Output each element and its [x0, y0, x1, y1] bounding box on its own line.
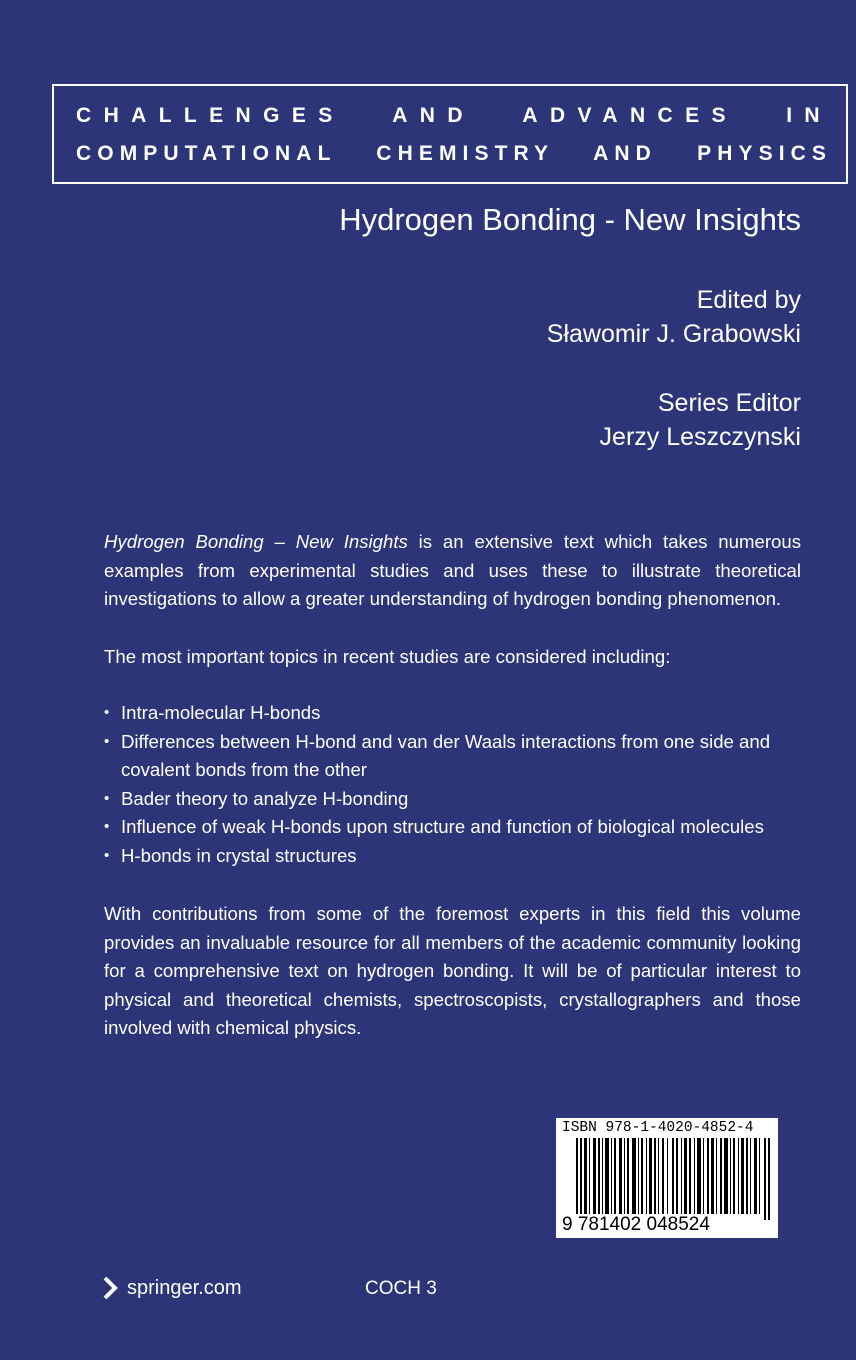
- series-editor-credit: [600, 386, 801, 454]
- series-title-line-1: CHALLENGES AND ADVANCES IN: [76, 104, 832, 127]
- isbn-label: ISBN 978-1-4020-4852-4: [562, 1120, 754, 1136]
- list-item: • H-bonds in crystal structures: [104, 842, 804, 871]
- edited-by-label: Edited by: [696, 286, 801, 314]
- series-banner: [52, 84, 848, 184]
- description-book-title: Hydrogen Bonding – New Insights: [104, 531, 408, 552]
- isbn-barcode: [556, 1118, 778, 1238]
- description-paragraph-1-text: is an extensive text which takes numerous examples from experimental studies and uses these to illustrate theoretical investigations to allow a greater understanding of hydrogen bonding phenomenon.: [104, 531, 801, 609]
- topics-list: [104, 699, 804, 870]
- subject-code: COCH 3: [365, 1278, 437, 1299]
- series-editor-label: Series Editor: [657, 389, 801, 417]
- description-paragraph-1: [104, 528, 801, 614]
- list-item: • Differences between H-bond and van der Waals interactions from one side and covalent bonds from the other: [104, 728, 804, 785]
- editor-name: Sławomir J. Grabowski: [546, 320, 801, 348]
- springer-link-text[interactable]: springer.com: [127, 1276, 242, 1299]
- book-title: Hydrogen Bonding - New Insights: [339, 202, 801, 237]
- series-title-line-2: COMPUTATIONAL CHEMISTRY AND PHYSICS: [76, 142, 832, 165]
- barcode-bars: [576, 1138, 772, 1220]
- description-paragraph-3: With contributions from some of the foremost experts in this field this volume provides an invaluable resource for all members of the academic community looking for a comprehensive text on hydrogen bonding. It will be of particular interest to physical and theoretical chemists, spectroscopists, crystallographers and those involved with chemical physics.: [104, 903, 801, 1038]
- list-item: • Bader theory to analyze H-bonding: [104, 785, 804, 814]
- list-item: • Intra-molecular H-bonds: [104, 699, 804, 728]
- list-item: • Influence of weak H-bonds upon structure and function of biological molecules: [104, 813, 804, 842]
- editor-credit: [547, 283, 801, 351]
- series-editor-name: Jerzy Leszczynski: [599, 423, 801, 451]
- springer-link[interactable]: [102, 1276, 242, 1300]
- chevron-right-icon: [102, 1276, 118, 1300]
- description-paragraph-2: The most important topics in recent studies are considered including:: [104, 646, 671, 667]
- barcode-digits: 9 781402 048524: [562, 1214, 714, 1236]
